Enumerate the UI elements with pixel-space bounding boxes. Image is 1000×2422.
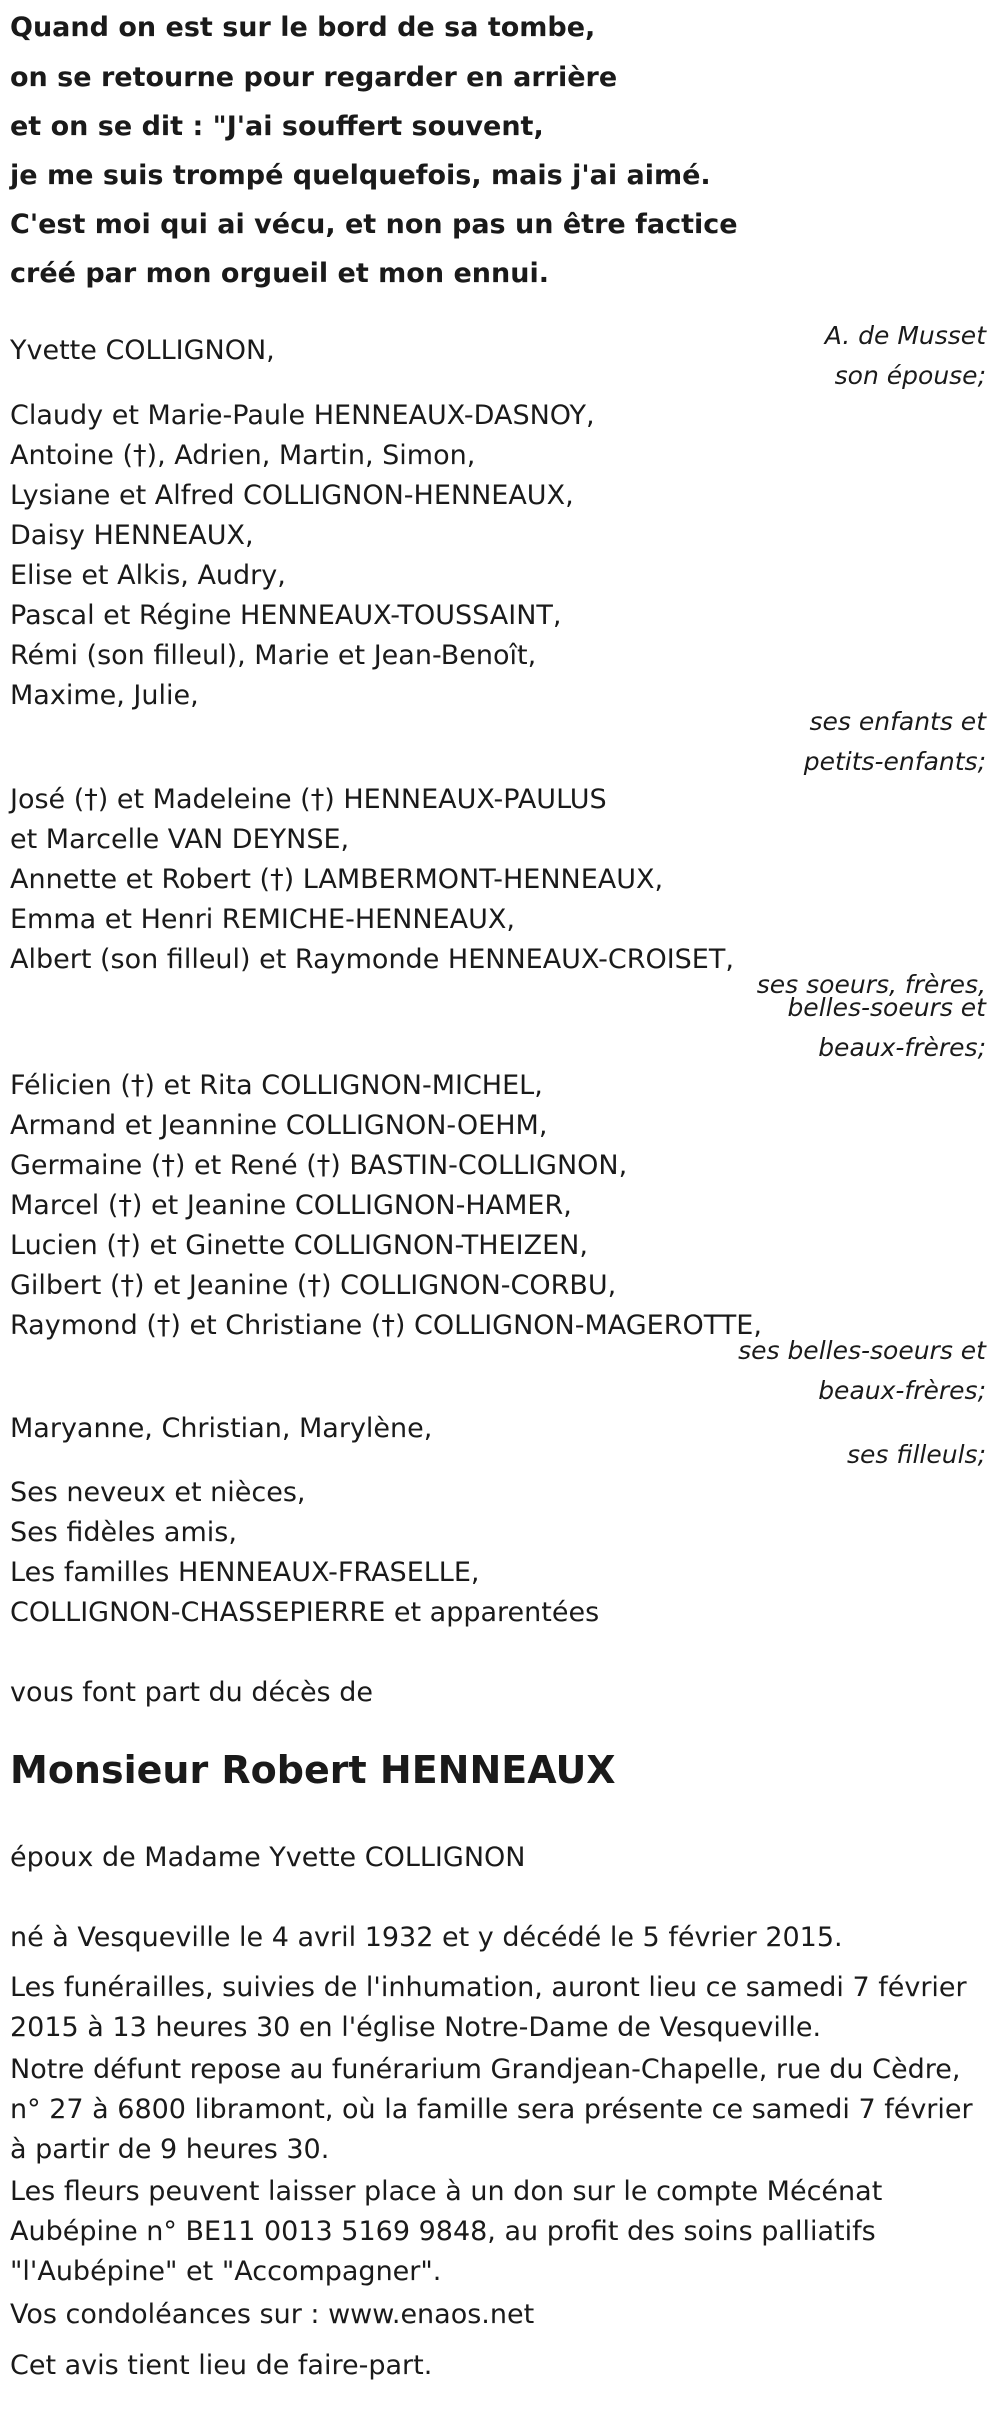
poem-line: on se retourne pour regarder en arrière (10, 62, 618, 93)
sibling-line: José (†) et Madeleine (†) HENNEAUX-PAULUS (10, 784, 607, 815)
child-line: Rémi (son filleul), Marie et Jean-Benoît, (10, 640, 537, 671)
in-law-line: Félicien (†) et Rita COLLIGNON-MICHEL, (10, 1070, 543, 1101)
poem-line: créé par mon orgueil et mon ennui. (10, 258, 549, 289)
in-law-line: Germaine (†) et René (†) BASTIN-COLLIGNON, (10, 1150, 628, 1181)
spouse-of: époux de Madame Yvette COLLIGNON (10, 1842, 526, 1873)
condolences-link[interactable]: Vos condoléances sur : www.enaos.net (10, 2299, 535, 2330)
visitation-info: Notre défunt repose au funérarium Grandjean-Chapelle, rue du Cèdre, n° 27 à 6800 libramont, où la famille sera présente ce samedi 7 février à partir de 9 heures 30. (10, 2054, 973, 2165)
sibling-line: Annette et Robert (†) LAMBERMONT-HENNEAUX, (10, 864, 664, 895)
family-line: Les familles HENNEAUX-FRASELLE, (10, 1557, 480, 1588)
poem-author: A. de Musset (824, 321, 986, 350)
siblings-role-line: belles-soeurs et (787, 993, 986, 1022)
closing-note: Cet avis tient lieu de faire-part. (10, 2350, 433, 2381)
siblings-role-line: ses soeurs, frères, (756, 970, 986, 999)
in-law-line: Raymond (†) et Christiane (†) COLLIGNON-MAGEROTTE, (10, 1310, 762, 1341)
godchildren-line: Maryanne, Christian, Marylène, (10, 1413, 433, 1444)
donation-info: Les fleurs peuvent laisser place à un don sur le compte Mécénat Aubépine n° BE11 0013 5169 9848, au profit des soins palliatifs "l'Aubépine" et "Accompagner". (10, 2176, 883, 2287)
poem-line: C'est moi qui ai vécu, et non pas un être factice (10, 209, 738, 240)
in-law-line: Gilbert (†) et Jeanine (†) COLLIGNON-CORBU, (10, 1270, 617, 1301)
in-law-line: Armand et Jeannine COLLIGNON-OEHM, (10, 1110, 548, 1141)
children-role-line: ses enfants et (809, 707, 986, 736)
poem-line: je me suis trompé quelquefois, mais j'ai aimé. (10, 160, 711, 191)
spouse-role: son épouse; (834, 361, 986, 390)
poem-line: Quand on est sur le bord de sa tombe, (10, 12, 596, 43)
in-law-line: Lucien (†) et Ginette COLLIGNON-THEIZEN, (10, 1230, 588, 1261)
in-law-line: Marcel (†) et Jeanine COLLIGNON-HAMER, (10, 1190, 572, 1221)
spouse-name: Yvette COLLIGNON, (10, 335, 275, 366)
family-line: Ses fidèles amis, (10, 1517, 237, 1548)
in-laws-role-line: beaux-frères; (818, 1376, 986, 1405)
sibling-line: et Marcelle VAN DEYNSE, (10, 824, 350, 855)
child-line: Lysiane et Alfred COLLIGNON-HENNEAUX, (10, 480, 574, 511)
siblings-role-line: beaux-frères; (818, 1033, 986, 1062)
child-line: Antoine (†), Adrien, Martin, Simon, (10, 440, 476, 471)
deceased-name: Monsieur Robert HENNEAUX (10, 1748, 616, 1792)
birth-death-info: né à Vesqueville le 4 avril 1932 et y décédé le 5 février 2015. (10, 1922, 843, 1953)
sibling-line: Albert (son filleul) et Raymonde HENNEAUX-CROISET, (10, 944, 734, 975)
funeral-info: Les funérailles, suivies de l'inhumation, auront lieu ce samedi 7 février 2015 à 13 heures 30 en l'église Notre-Dame de Vesqueville. (10, 1972, 967, 2043)
child-line: Elise et Alkis, Audry, (10, 560, 286, 591)
child-line: Pascal et Régine HENNEAUX-TOUSSAINT, (10, 600, 562, 631)
sibling-line: Emma et Henri REMICHE-HENNEAUX, (10, 904, 515, 935)
child-line: Maxime, Julie, (10, 680, 199, 711)
family-line: Ses neveux et nièces, (10, 1477, 306, 1508)
in-laws-role-line: ses belles-soeurs et (738, 1336, 986, 1365)
godchildren-role: ses filleuls; (846, 1440, 986, 1469)
family-line: COLLIGNON-CHASSEPIERRE et apparentées (10, 1597, 600, 1628)
poem-line: et on se dit : "J'ai souffert souvent, (10, 111, 544, 142)
children-role-line: petits-enfants; (803, 747, 986, 776)
announcement: vous font part du décès de (10, 1677, 373, 1708)
child-line: Claudy et Marie-Paule HENNEAUX-DASNOY, (10, 400, 595, 431)
child-line: Daisy HENNEAUX, (10, 520, 254, 551)
